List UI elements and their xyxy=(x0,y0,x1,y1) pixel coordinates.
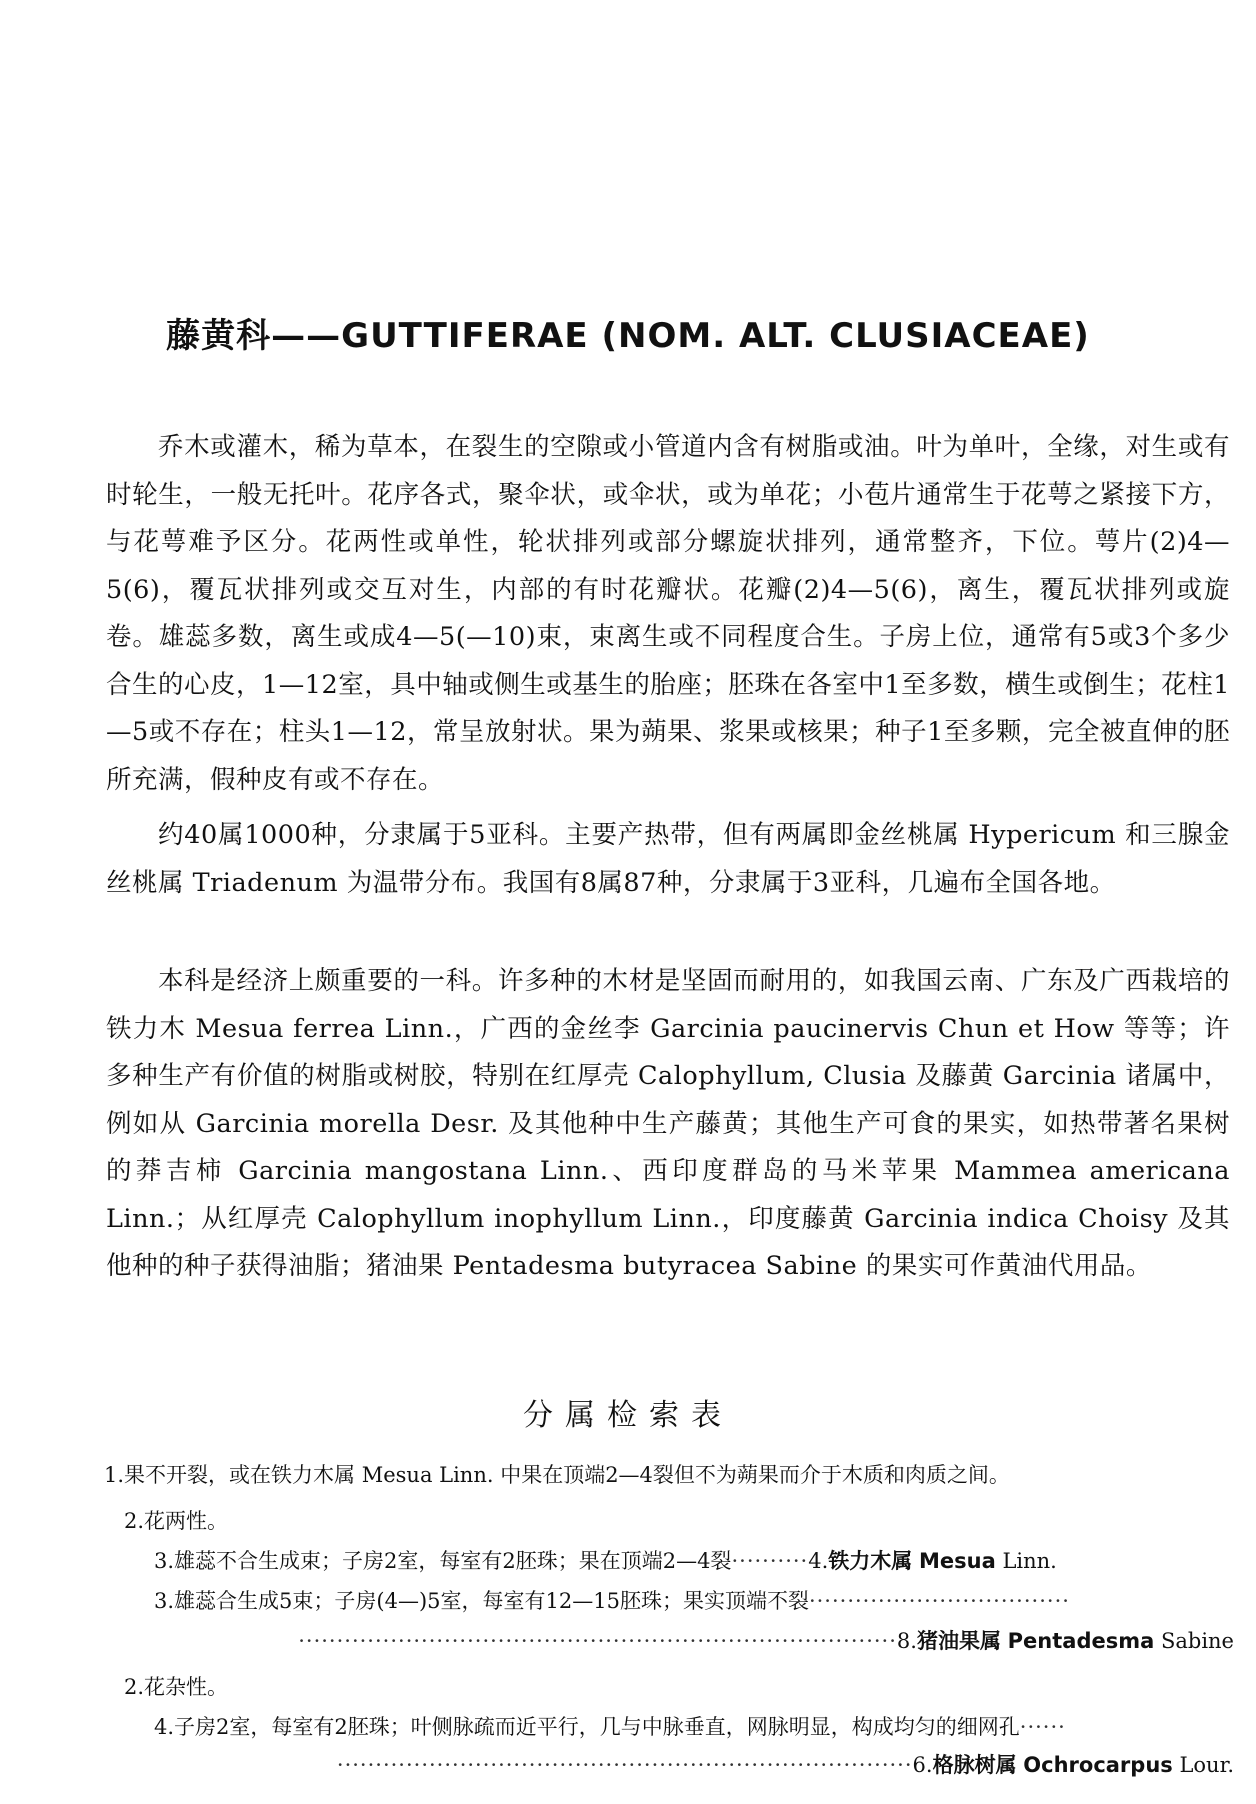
leader-dots: ·············································································· xyxy=(298,1629,897,1653)
genus-number: 6. xyxy=(912,1753,933,1777)
key-line-4 xyxy=(154,1586,1070,1616)
genus-name-cn: 铁力木属 xyxy=(828,1549,913,1573)
key-line-5 xyxy=(154,1626,1234,1656)
key-title: 分属检索表 xyxy=(523,1398,733,1433)
genus-name-latin: Mesua xyxy=(918,1549,996,1573)
leader-dots: ······ xyxy=(1019,1715,1066,1739)
genus-name-latin: Ochrocarpus xyxy=(1023,1753,1173,1777)
genus-author: Sabine xyxy=(1160,1629,1234,1653)
description-paragraph: 乔木或灌木，稀为草本，在裂生的空隙或小管道内含有树脂或油。叶为单叶，全缘，对生或有时轮生，一般无托叶。花序各式，聚伞状，或伞状，或为单花；小苞片通常生于花萼之紧接下方，与花萼难予区分。花两性或单性，轮状排列或部分螺旋状排列，通常整齐，下位。萼片(2)4—5(6)，覆瓦状排列或交互对生，内部的有时花瓣状。花瓣(2)4—5(6)，离生，覆瓦状排列或旋卷。雄蕊多数，离生或成4—5(—10)束，束离生或不同程度合生。子房上位，通常有5或3个多少合生的心皮，1—12室，具中轴或侧生或基生的胎座；胚珠在各室中1至多数，横生或倒生；花柱1—5或不存在；柱头1—12，常呈放射状。果为蒴果、浆果或核果；种子1至多颗，完全被直伸的胚所充满，假种皮有或不存在。 xyxy=(106,432,1230,795)
genus-name-cn: 格脉树属 xyxy=(932,1753,1017,1777)
genus-author: Linn. xyxy=(1002,1549,1057,1573)
economic-paragraph: 本科是经济上颇重要的一科。许多种的木材是坚固而耐用的，如我国云南、广东及广西栽培的铁力木 Mesua ferrea Linn.，广西的金丝李 Garcinia paucinervis Chun et How 等等；许多种生产有价值的树脂或树胶，特别在红厚壳 Calophyllum, Clusia 及藤黄 Garcinia 诸属中，例如从 Garcinia morella Desr. 及其他种中生产藤黄；其他生产可食的果实，如热带著名果树的莽吉柿 Garcinia mangostana Linn.、西印度群岛的马米苹果 Mammea americana Linn.；从红厚壳 Calophyllum inophyllum Linn.，印度藤黄 Garcinia indica Choisy 及其他种的种子获得油脂；猪油果 Pentadesma butyracea Sabine 的果实可作黄油代用品。 xyxy=(106,966,1230,1281)
leader-dots: ·································· xyxy=(808,1589,1070,1613)
key-line-4-text: 3.雄蕊合生成5束；子房(4—)5室，每室有12—15胚珠；果实顶端不裂 xyxy=(154,1589,809,1613)
genus-name-latin: Pentadesma xyxy=(1007,1629,1155,1653)
distribution-paragraph: 约40属1000种，分隶属于5亚科。主要产热带，但有两属即金丝桃属 Hypericum 和三腺金丝桃属 Triadenum 为温带分布。我国有8属87种，分隶属于3亚科，几遍布全国各地。 xyxy=(106,820,1230,898)
key-line-3-text: 3.雄蕊不合生成束；子房2室，每室有2胚珠；果在顶端2—4裂 xyxy=(154,1549,732,1573)
key-line-7 xyxy=(154,1712,1066,1742)
key-line-7-text: 4.子房2室，每室有2胚珠；叶侧脉疏而近平行，几与中脉垂直，网脉明显，构成均匀的细网孔 xyxy=(154,1715,1020,1739)
genus-number: 4. xyxy=(808,1549,829,1573)
key-line-6: 2.花杂性。 xyxy=(124,1675,229,1699)
key-line-8 xyxy=(154,1750,1234,1780)
key-line-3 xyxy=(154,1546,1057,1576)
family-title: 藤黄科——GUTTIFERAE (NOM. ALT. CLUSIACEAE) xyxy=(166,316,1090,356)
leader-dots: ·········· xyxy=(731,1549,809,1573)
key-line-1: 1.果不开裂，或在铁力木属 Mesua Linn. 中果在顶端2—4裂但不为蒴果而介于木质和肉质之间。 xyxy=(104,1463,1010,1487)
leader-dots: ··········································································· xyxy=(336,1753,913,1777)
key-line-2: 2.花两性。 xyxy=(124,1509,229,1533)
genus-author: Lour. xyxy=(1179,1753,1234,1777)
genus-name-cn: 猪油果属 xyxy=(916,1629,1001,1653)
genus-number: 8. xyxy=(896,1629,917,1653)
